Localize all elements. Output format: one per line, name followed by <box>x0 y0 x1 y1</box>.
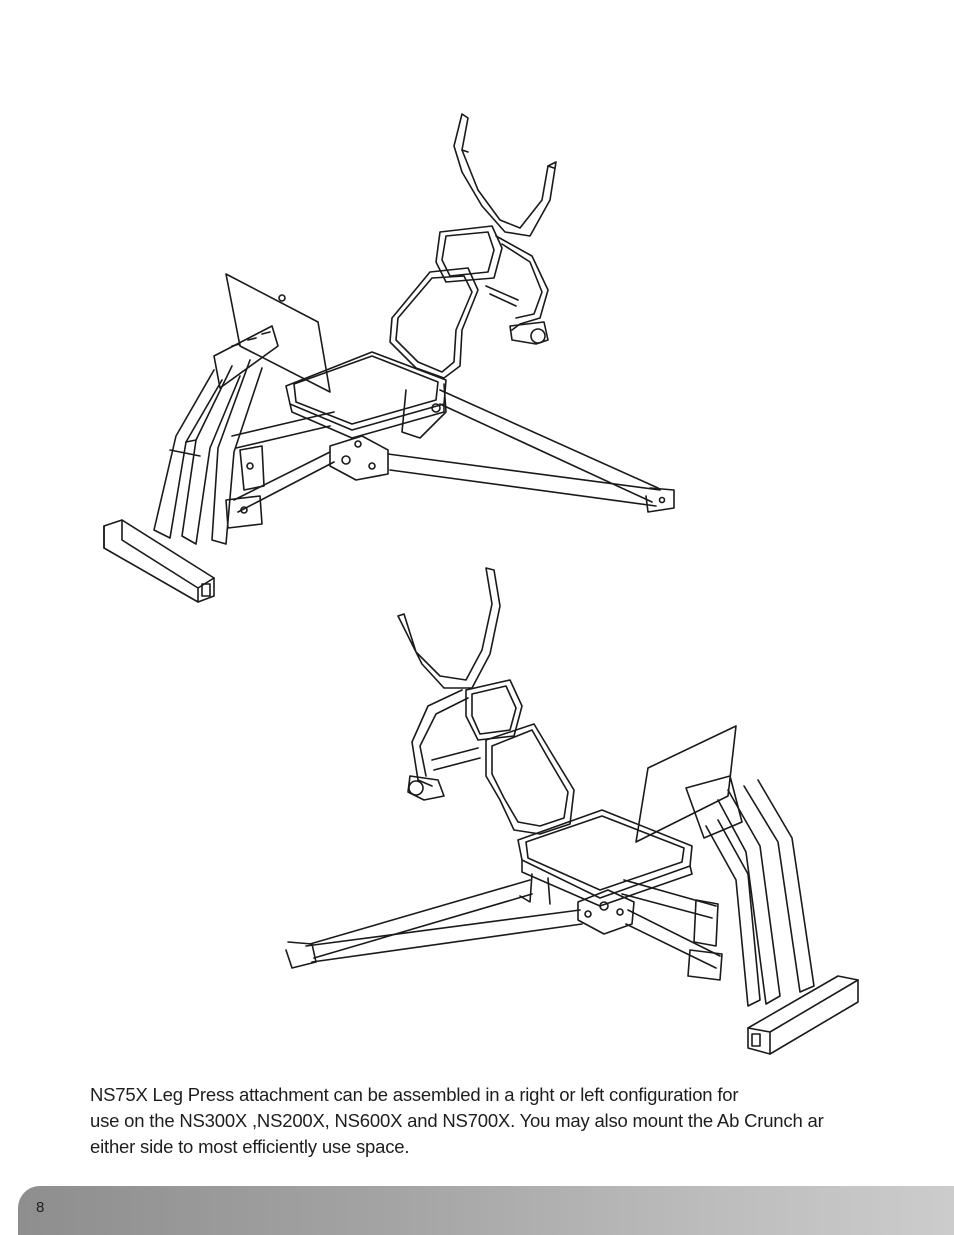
caption-text <box>90 1082 862 1160</box>
caption-line: NS75X Leg Press attachment can be assembled in a right or left configuration for <box>90 1084 739 1105</box>
caption-line: either side to most efficiently use space. <box>90 1136 410 1157</box>
footer-bar <box>18 1186 954 1235</box>
page-number: 8 <box>36 1199 45 1216</box>
left-configuration-illustration <box>104 114 674 602</box>
right-configuration-illustration <box>286 568 858 1054</box>
caption-line: use on the NS300X ,NS200X, NS600X and NS700X. You may also mount the Ab Crunch ar <box>90 1110 824 1131</box>
